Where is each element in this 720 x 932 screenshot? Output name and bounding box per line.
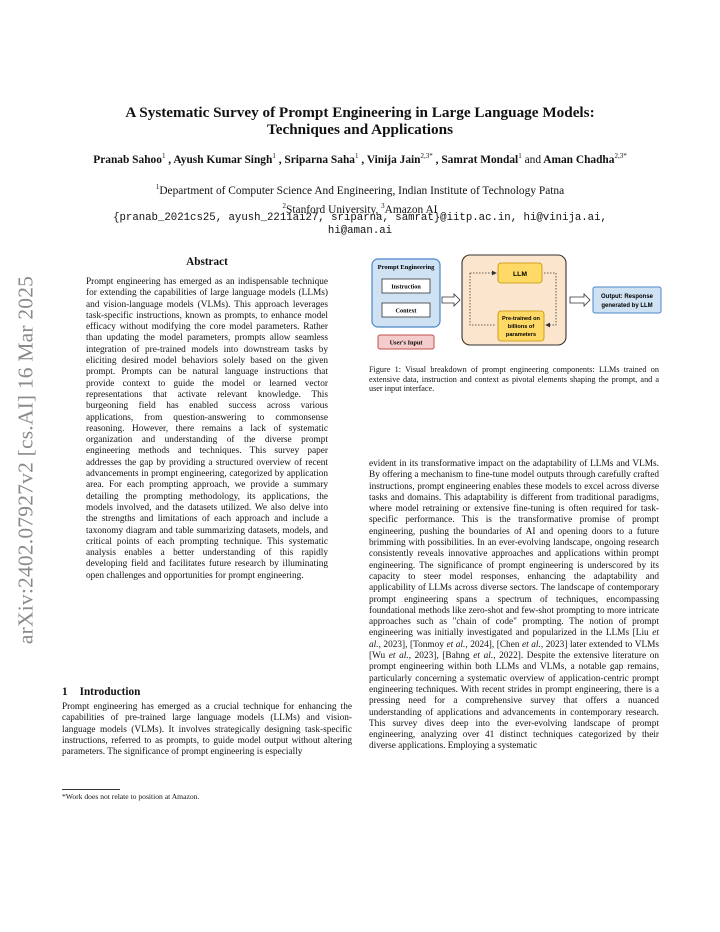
- footnote: *Work does not relate to position at Amazon.: [62, 792, 200, 801]
- author-affil: 2,3*: [614, 152, 627, 160]
- author-list: Pranab Sahoo$^1$ , Ayush Kumar Singh$^1$ , Sriparna Saha$^1$ , Vinija Jain$^{2,3*}$ , Samrat Mondal$^1$ and Aman Chadha$^{2,3*}$: [93, 152, 627, 166]
- prompt-engineering-label: Prompt Engineering: [377, 264, 435, 271]
- affil-marker: 3: [381, 201, 385, 210]
- instruction-label: Instruction: [391, 283, 421, 291]
- affiliation-2: Stanford University,: [286, 203, 382, 216]
- output-label-1: Output: Response: [601, 294, 653, 300]
- section-number: 1: [62, 686, 68, 698]
- arxiv-id: arXiv:2402.07927v2 [cs.AI] 16 Mar 2025: [13, 275, 38, 645]
- double-arrow-icon: [442, 294, 460, 306]
- paper-title: [60, 104, 660, 138]
- citation-etal: et al.: [522, 639, 541, 650]
- author-affil: 1: [161, 152, 166, 160]
- intro-right-column: [369, 459, 659, 753]
- citation-etal: et al.: [473, 651, 494, 662]
- author-and: and: [524, 153, 542, 166]
- footnote-rule: [62, 789, 120, 790]
- intro-paragraph: Prompt engineering has emerged as a crucial technique for enhancing the capabilities of pre-trained large language models (LLMs) and vision-language models (VLMs). It involves strategically designing task-specific instructions, referred to as prompts, to guide model output without altering parameters. The significance of prompt engineering is especially: [62, 702, 352, 758]
- abstract-heading: Abstract: [186, 256, 228, 268]
- users-input-label: User's Input: [389, 339, 423, 347]
- output-box: [593, 287, 661, 313]
- emails-line-2: hi@aman.ai: [327, 225, 393, 237]
- author-affil: 1: [272, 152, 276, 160]
- author-name: Ayush Kumar Singh: [173, 153, 273, 166]
- author-name: Sriparna Saha: [284, 153, 355, 166]
- affil-marker: 1: [155, 183, 160, 191]
- double-arrow-icon: [570, 294, 590, 306]
- right-text: , 2024], [Chen: [465, 639, 523, 650]
- author-affil: 1: [354, 152, 359, 160]
- title-line-2: Techniques and Applications: [267, 121, 453, 138]
- author-name: Samrat Mondal: [441, 153, 519, 166]
- llm-label: LLM: [513, 271, 527, 278]
- author-affil: 2,3*: [420, 152, 433, 160]
- citation-etal: et al.: [388, 651, 409, 662]
- emails-line-1: {pranab_2021cs25, ayush_2211ai27, sriparna, samrat}@iitp.ac.in, hi@vinija.ai,: [113, 212, 607, 224]
- author-name: Pranab Sahoo: [93, 153, 162, 166]
- author-affil: 1: [518, 152, 522, 160]
- citation-etal: et al.: [369, 628, 659, 650]
- context-label: Context: [395, 307, 417, 315]
- author-name: Aman Chadha: [543, 153, 615, 166]
- section-title: Introduction: [79, 686, 141, 698]
- citation-etal: et al.: [446, 639, 466, 650]
- author-name: Vinija Jain: [366, 153, 421, 166]
- figure-caption: Figure 1: Visual breakdown of prompt engineering components: LLMs trained on extensive data, instruction and context as pivotal elements shaping the prompt, and a user input interface.: [369, 365, 659, 394]
- section-heading: [62, 686, 140, 698]
- affiliation-3: Amazon AI: [384, 203, 438, 216]
- abstract-text: Prompt engineering has emerged as an indispensable technique for extending the capabilities of large language models (LLMs) and vision-language models (VLMs). This approach leverages task-specific instructions, known as prompts, to enhance model efficacy without modifying the core model parameters. Rather than updating the model parameters, prompts allow seamless integration of pre-trained models into downstream tasks by eliciting desired model behaviors solely based on the given prompt. Prompts can be natural language instructions that provide context to guide the model or learned vector representations that activate relevant knowledge. This burgeoning field has enabled success across various applications, from question-answering to commonsense reasoning. However, there remains a lack of systematic organization and understanding of the diverse prompt engineering methods and techniques. This survey paper addresses the gap by providing a structured overview of recent advancements in prompt engineering, categorized by application area. For each prompting approach, we provide a summary detailing the prompting methodology, its applications, the models involved, and the datasets utilized. We also delve into the strengths and limitations of each approach and include a taxonomy diagram and table summarizing datasets, models, and critical points of each prompting technique. This systematic analysis enables a better understanding of this rapidly developing field and facilitates future research by illuminating open challenges and opportunities for prompt engineering.: [86, 277, 328, 581]
- right-text: evident in its transformative impact on the adaptability of LLMs and VLMs. By offering a mechanism to fine-tune model outputs through carefully crafted instructions, prompt engineering enables these models to excel across diverse tasks and domains. This adaptability is different from traditional paradigms, where model retraining or extensive fine-tuning is often required for task-specific performance. This is the transformative promise of prompt engineering, pushing the boundaries of AI and opening doors to a future brimming with possibilities. In an ever-evolving landscape, ongoing research consistently reveals innovative approaches and applications within prompt engineering. The significance of prompt engineering is underscored by its capacity to steer model responses, enhancing the adaptability and applicability of LLMs across diverse sectors. The landscape of contemporary prompt engineering spans a spectrum of techniques, encompassing foundational methods like zero-shot and few-shot prompting to more intricate approaches such as "chain of code" prompting. The notion of prompt engineering was initially investigated and popularized in the LLMs [Liu: [369, 459, 659, 639]
- output-label-2: generated by LLM: [601, 303, 653, 309]
- affiliation-1: Department of Computer Science And Engineering, Indian Institute of Technology Patna: [159, 184, 565, 197]
- author-emails: [60, 212, 660, 238]
- right-text: , 2023], [Bahng: [408, 651, 474, 662]
- arxiv-stamp: [6, 230, 46, 690]
- affil-marker: 2: [282, 201, 287, 210]
- pretrained-label-3: parameters: [505, 332, 537, 338]
- right-text: , 2023] later extended to VLMs [Wu: [369, 639, 660, 662]
- pretrained-label-2: billions of: [507, 324, 535, 330]
- right-text: , 2022]. Despite the extensive literature on prompt engineering within both LLMs and VLMs, a notable gap remains, particularly concerning a systematic overview of application-centric prompt engineering techniques. With recent strides in prompt engineering, there is a pressing need for a comprehensive survey that offers a nuanced understanding of applications and advancements in contemporary research. This survey dives deep into the ever-evolving landscape of prompt engineering, analyzing over 41 distinct techniques categorized by their diverse applications. Employing a systematic: [369, 651, 660, 752]
- right-text: , 2023], [Tonmoy: [378, 639, 447, 650]
- title-line-1: A Systematic Survey of Prompt Engineering in Large Language Models:: [125, 104, 595, 121]
- figure-1-diagram: [370, 253, 662, 353]
- pretrained-label-1: Pre-trained on: [502, 316, 540, 322]
